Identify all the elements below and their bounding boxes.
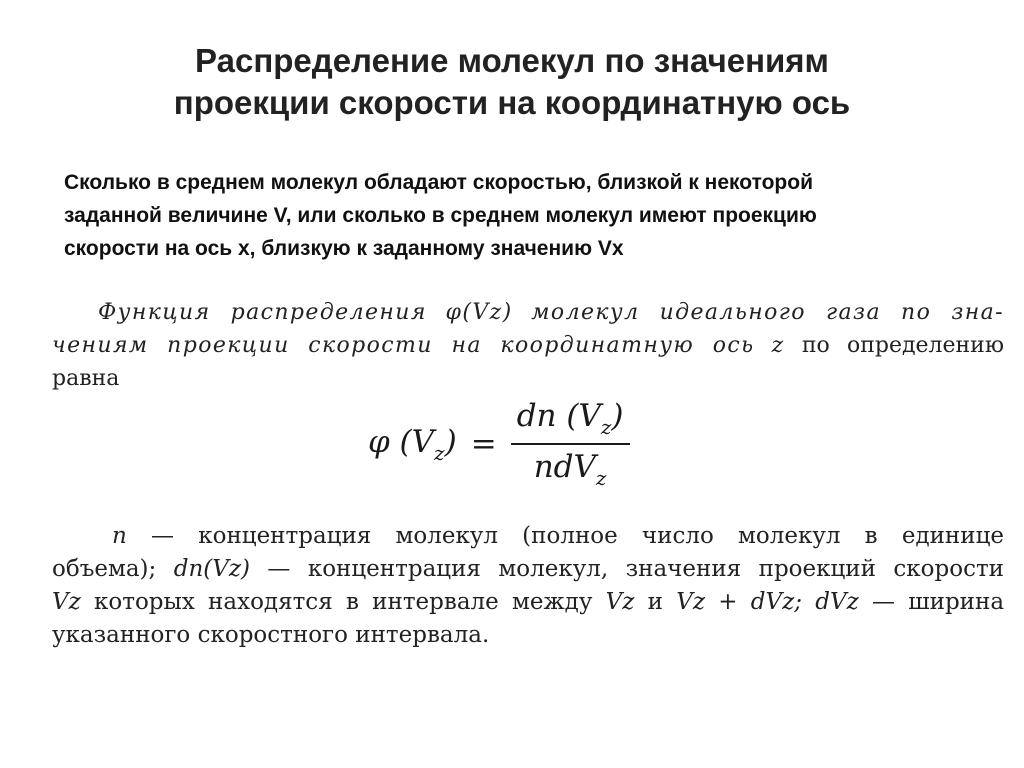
definition-paragraph xyxy=(52,296,1004,395)
formula-lhs-text: φ (V xyxy=(368,423,435,460)
slide-title-line-2: проекции скорости на координатную ось xyxy=(173,84,851,121)
explanation-text: — концентрация молекул, значения проекций скорости xyxy=(267,556,1005,582)
slide-title-line-1: Распределение молекул по значениям xyxy=(195,42,829,79)
vz-plus-dvz-math: Vz + dVz; xyxy=(676,589,802,615)
numerator-sub: z xyxy=(600,415,612,439)
z-axis-math: z xyxy=(771,333,785,358)
definition-line-1 xyxy=(52,296,1004,329)
fraction-denominator xyxy=(528,445,613,490)
slide-title xyxy=(60,40,964,124)
dn-vz-math: dn(Vz) xyxy=(173,556,250,582)
formula-fraction xyxy=(511,398,630,490)
n-math: n xyxy=(112,523,127,549)
question-text xyxy=(64,166,964,265)
formula-lhs-sub: z xyxy=(434,440,445,465)
definition-line-2 xyxy=(52,329,1004,362)
definition-text: молекул идеального газа по зна- xyxy=(531,300,1004,325)
explanation-text: — ширина xyxy=(871,589,1005,615)
explanation-line-1 xyxy=(52,520,1004,553)
explanation-text: и xyxy=(647,589,663,615)
formula-lhs-close: ) xyxy=(444,423,457,460)
explanation-line-2 xyxy=(52,553,1004,586)
definition-text: чениям проекции скорости на координатную ось xyxy=(52,333,755,358)
vz-math: Vz xyxy=(605,589,635,615)
definition-line-3: равна xyxy=(52,366,120,391)
explanation-line-3 xyxy=(52,586,1004,619)
question-line-3: скорости на ось x, близкую к заданному значению Vx xyxy=(64,237,624,260)
distribution-formula xyxy=(368,398,630,490)
denominator-sub: z xyxy=(595,466,607,490)
equals-sign: = xyxy=(470,426,497,462)
vz-math: Vz xyxy=(52,589,81,615)
question-line-2: заданной величине V, или сколько в среднем молекул имеют проекцию xyxy=(64,204,817,227)
definition-text: по определению xyxy=(801,333,1005,358)
explanation-text: — концентрация молекул (полное число молекул в единице xyxy=(151,523,1004,549)
dvz-math: dVz xyxy=(815,589,859,615)
explanation-text: объема); xyxy=(52,556,157,582)
denominator-text: ndV xyxy=(533,449,596,485)
fraction-numerator xyxy=(511,398,630,443)
numerator-close: ) xyxy=(611,398,624,434)
definition-text: Функция распределения xyxy=(98,300,427,325)
explanation-paragraph xyxy=(52,520,1004,652)
numerator-text: dn (V xyxy=(516,398,601,434)
formula-lhs xyxy=(368,424,457,465)
explanation-text: которых находятся в интервале между xyxy=(94,589,593,615)
explanation-line-4: указанного скоростного интервала. xyxy=(52,622,490,648)
phi-vz-math: φ(Vz) xyxy=(445,300,513,325)
question-line-1: Сколько в среднем молекул обладают скоростью, близкой к некоторой xyxy=(64,171,813,194)
